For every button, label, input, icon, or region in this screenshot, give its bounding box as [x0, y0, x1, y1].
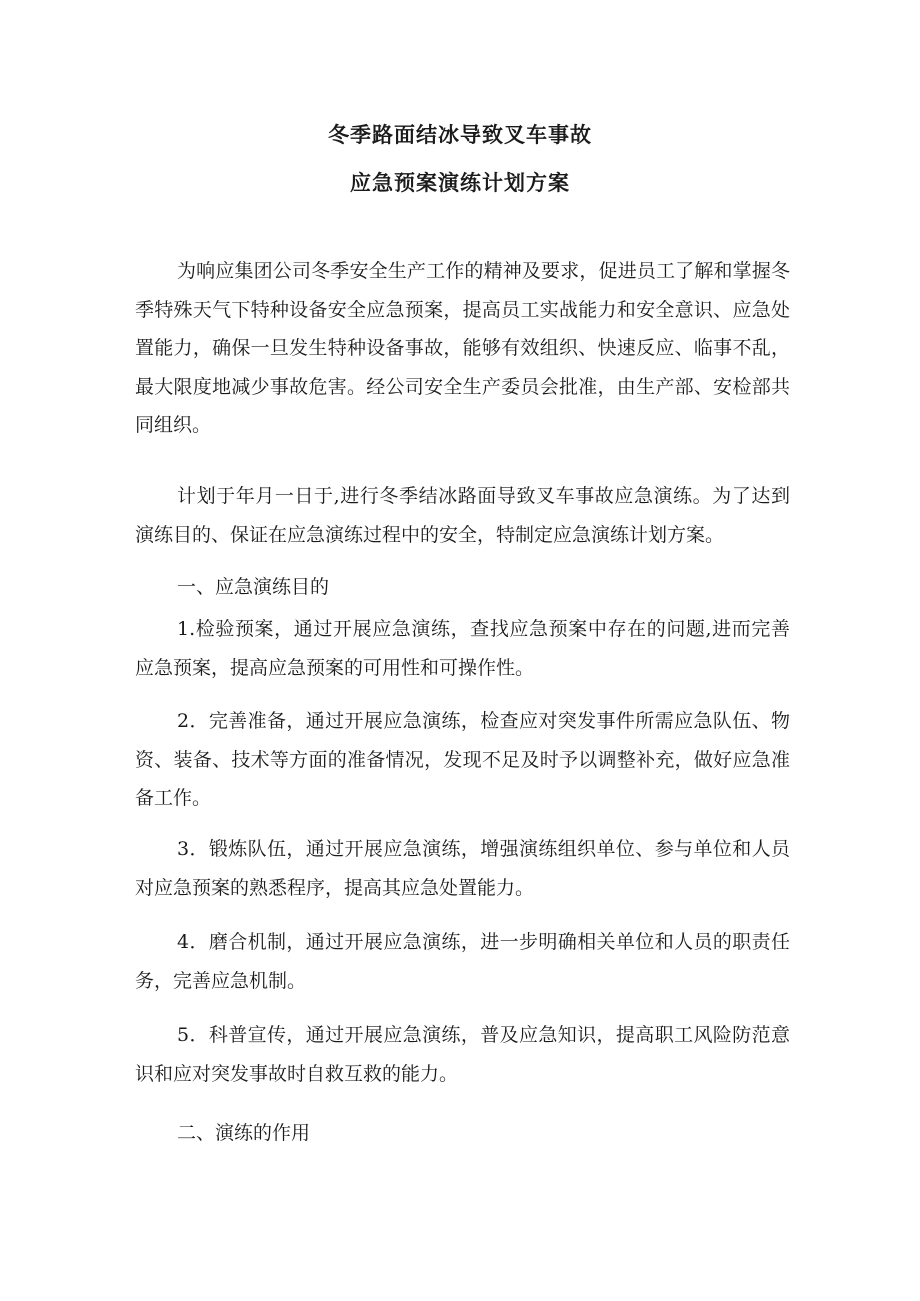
purpose-item-1: 1.检验预案，通过开展应急演练，查找应急预案中存在的问题,进而完善应急预案，提高应急预案的可用性和可操作性。 [135, 618, 790, 679]
purpose-item-5: 5．科普宣传，通过开展应急演练，普及应急知识，提高职工风险防范意识和应对突发事故时自救互救的能力。 [135, 1024, 790, 1085]
purpose-item-4: 4．磨合机制，通过开展应急演练，进一步明确相关单位和人员的职责任务，完善应急机制。 [135, 931, 790, 992]
purpose-item-3: 3．锻炼队伍，通过开展应急演练，增强演练组织单位、参与单位和人员对应急预案的熟悉程序，提高其应急处置能力。 [135, 838, 790, 899]
plan-paragraph: 计划于年月一日于,进行冬季结冰路面导致叉车事故应急演练。为了达到演练目的、保证在应急演练过程中的安全，特制定应急演练计划方案。 [135, 485, 790, 546]
purpose-item-2: 2．完善准备，通过开展应急演练，检查应对突发事件所需应急队伍、物资、装备、技术等方面的准备情况，发现不足及时予以调整补充，做好应急准备工作。 [135, 710, 790, 809]
section-heading-role: 二、演练的作用 [177, 1122, 311, 1144]
document-title-line-1: 冬季路面结冰导致叉车事故 [328, 123, 592, 147]
document-title-line-2: 应急预案演练计划方案 [350, 171, 570, 195]
intro-paragraph: 为响应集团公司冬季安全生产工作的精神及要求，促进员工了解和掌握冬季特殊天气下特种设备安全应急预案，提高员工实战能力和安全意识、应急处置能力，确保一旦发生特种设备事故，能够有效组织、快速反应、临事不乱，最大限度地减少事故危害。经公司安全生产委员会批准，由生产部、安检部共同组织。 [135, 260, 790, 436]
section-heading-purpose: 一、应急演练目的 [177, 576, 330, 598]
